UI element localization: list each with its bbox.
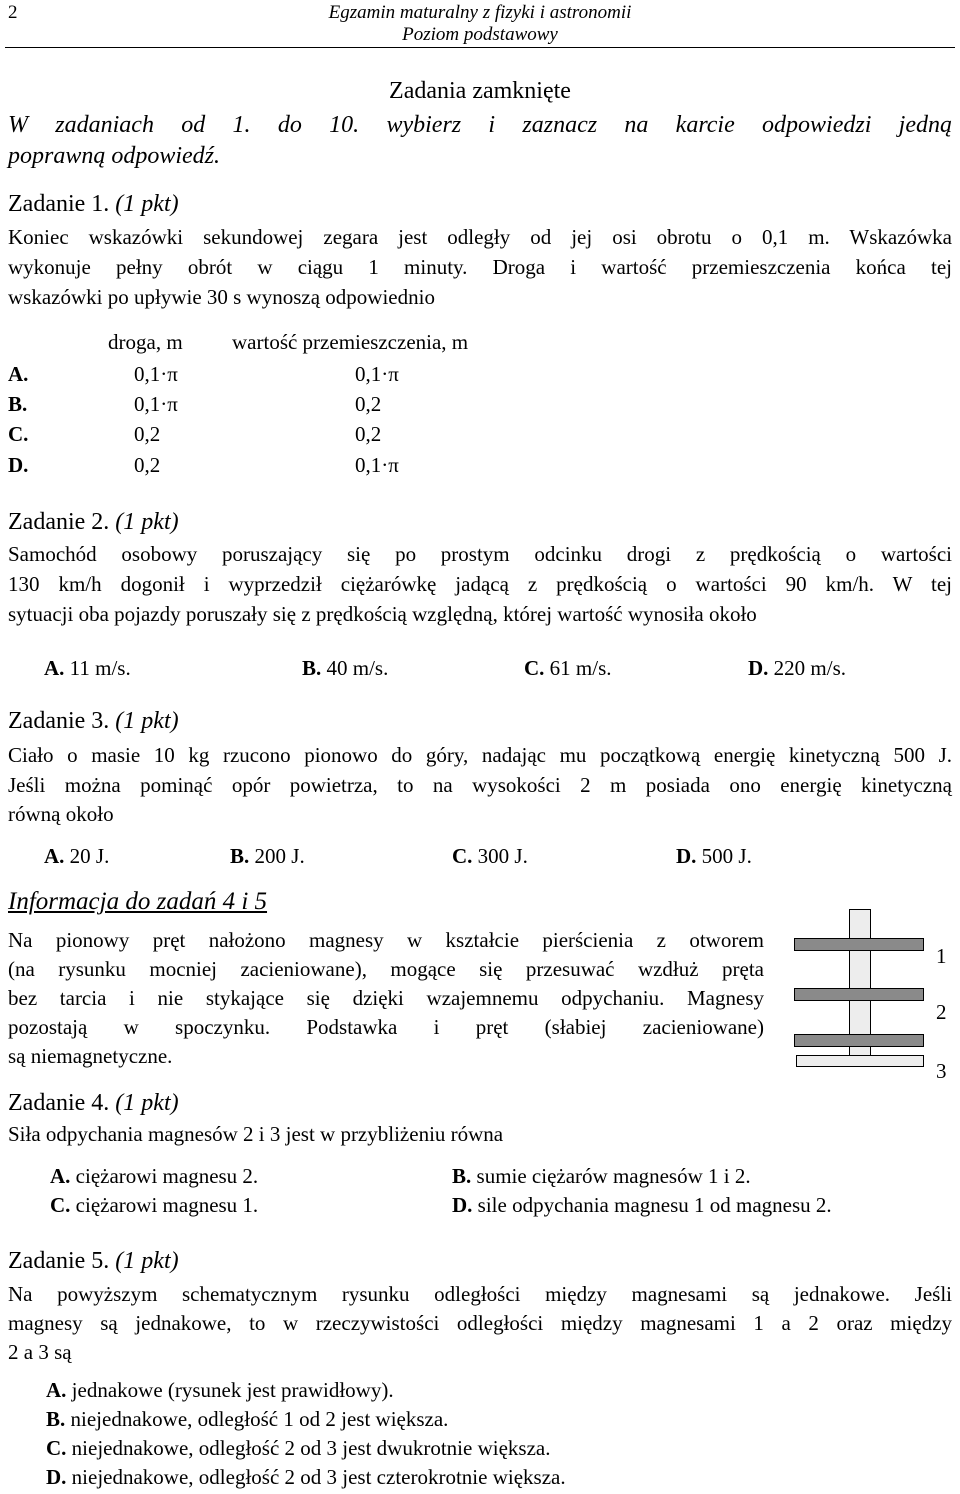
option-text: 500 J. [701, 844, 752, 868]
task1-text-3: wskazówki po upływie 30 s wynoszą odpowiednio [8, 285, 435, 309]
task2-text-3: sytuacji oba pojazdy poruszały się z prędkością względną, której wartość wynosiła około [8, 602, 757, 626]
option-letter: D. [452, 1193, 473, 1217]
task1-option-distance: 0,1·π [134, 362, 178, 386]
task4-option-d [452, 1191, 832, 1220]
exam-level: Poziom podstawowy [402, 24, 558, 45]
task1-option-letter: D. [8, 453, 29, 477]
section-title: Zadania zamknięte [389, 78, 571, 104]
task5-option-d [46, 1463, 566, 1492]
option-text: niejednakowe, odległość 1 od 2 jest większa. [70, 1407, 449, 1431]
task3-option-d [676, 842, 752, 871]
task1-option-distance: 0,2 [134, 422, 161, 446]
option-letter: D. [748, 656, 769, 680]
header-divider [5, 47, 955, 48]
task4-label: Zadanie 4. [8, 1090, 110, 1116]
task4-option-b [452, 1162, 751, 1191]
option-text: ciężarowi magnesu 1. [75, 1193, 259, 1217]
task2-option-a [44, 654, 131, 683]
task2-option-d [748, 654, 846, 683]
option-letter: B. [46, 1407, 66, 1431]
page-number: 2 [8, 2, 18, 23]
task1-label: Zadanie 1. [8, 191, 110, 217]
option-letter: A. [44, 844, 65, 868]
option-text: jednakowe (rysunek jest prawidłowy). [71, 1378, 394, 1402]
magnet-1 [794, 938, 924, 951]
task1-option-distance: 0,2 [134, 453, 161, 477]
task3-label: Zadanie 3. [8, 708, 110, 734]
option-letter: C. [46, 1436, 67, 1460]
task2-points: (1 pkt) [115, 509, 179, 535]
task3-heading [8, 706, 179, 736]
option-text: 220 m/s. [773, 656, 847, 680]
task2-text-2: 130 km/h dogonił i wyprzedził ciężarówkę jadącą z prędkością o wartości 90 km/h. W tej [8, 572, 952, 596]
task2-option-b [302, 654, 388, 683]
task5-heading [8, 1246, 179, 1276]
task3-option-b [230, 842, 305, 871]
option-letter: B. [302, 656, 322, 680]
info-text-2: (na rysunku mocniej zacieniowane), mogące się przesuwać wzdłuż pręta [8, 957, 764, 981]
instruction-line-2: poprawną odpowiedź. [8, 143, 221, 169]
option-text: niejednakowe, odległość 2 od 3 jest czterokrotnie większa. [71, 1465, 566, 1489]
task1-text-2: wykonuje pełny obrót w ciągu 1 minuty. Droga i wartość przemieszczenia końca tej [8, 255, 952, 279]
task3-text-1: Ciało o masie 10 kg rzucono pionowo do góry, nadając mu początkową energię kinetyczną 500 J. [8, 743, 952, 767]
info-text-1: Na pionowy pręt nałożono magnesy w kształcie pierścienia z otworem [8, 928, 764, 952]
info-title: Informacja do zadań 4 i 5 [8, 888, 268, 915]
option-letter: C. [452, 844, 473, 868]
magnet-3 [794, 1034, 924, 1047]
task1-option-letter: A. [8, 362, 29, 386]
option-letter: A. [44, 656, 65, 680]
figure-label-3: 3 [936, 1059, 947, 1083]
task1-option-letter: C. [8, 422, 29, 446]
info-text-3: bez tarcia i nie stykające się dzięki wzajemnemu odpychaniu. Magnesy [8, 986, 764, 1010]
task2-text-1: Samochód osobowy poruszający się po prostym odcinku drogi z prędkością o wartości [8, 542, 952, 566]
col-header-displacement: wartość przemieszczenia, m [232, 330, 469, 354]
exam-title: Egzamin maturalny z fizyki i astronomii [328, 2, 632, 23]
col-header-distance: droga, m [108, 330, 183, 354]
task1-option-displacement: 0,1·π [355, 453, 399, 477]
task1-heading [8, 189, 179, 219]
task2-heading [8, 507, 179, 537]
task4-question: Siła odpychania magnesów 2 i 3 jest w przybliżeniu równa [8, 1122, 504, 1146]
option-letter: B. [230, 844, 250, 868]
option-text: 40 m/s. [326, 656, 389, 680]
instruction-line-1: W zadaniach od 1. do 10. wybierz i zaznacz na karcie odpowiedzi jedną [8, 112, 952, 138]
task3-points: (1 pkt) [115, 708, 179, 734]
task3-option-a [44, 842, 109, 871]
task4-option-a [50, 1162, 258, 1191]
task1-option-distance: 0,1·π [134, 392, 178, 416]
option-text: niejednakowe, odległość 2 od 3 jest dwukrotnie większa. [71, 1436, 551, 1460]
task1-option-displacement: 0,1·π [355, 362, 399, 386]
figure-label-1: 1 [936, 944, 947, 968]
option-letter: C. [50, 1193, 71, 1217]
task2-label: Zadanie 2. [8, 509, 110, 535]
base [796, 1055, 924, 1067]
option-text: 20 J. [69, 844, 110, 868]
task1-option-displacement: 0,2 [355, 392, 382, 416]
option-letter: B. [452, 1164, 472, 1188]
task3-option-c [452, 842, 528, 871]
task1-option-displacement: 0,2 [355, 422, 382, 446]
option-text: 11 m/s. [69, 656, 131, 680]
option-text: 200 J. [254, 844, 305, 868]
option-text: sumie ciężarów magnesów 1 i 2. [476, 1164, 751, 1188]
magnet-2 [794, 988, 924, 1001]
task1-text-1: Koniec wskazówki sekundowej zegara jest odległy od jej osi obrotu o 0,1 m. Wskazówka [8, 225, 952, 249]
task3-text-2: Jeśli można pominąć opór powietrza, to na wysokości 2 m posiada ono energię kinetyczną [8, 773, 952, 797]
task2-option-c [524, 654, 612, 683]
option-text: 61 m/s. [549, 656, 612, 680]
task5-text-1: Na powyższym schematycznym rysunku odległości między magnesami są jednakowe. Jeśli [8, 1282, 952, 1306]
option-letter: D. [46, 1465, 67, 1489]
task5-text-3: 2 a 3 są [8, 1340, 72, 1364]
task1-option-letter: B. [8, 392, 28, 416]
option-text: 300 J. [477, 844, 528, 868]
option-letter: A. [50, 1164, 71, 1188]
task1-points: (1 pkt) [115, 191, 179, 217]
option-text: ciężarowi magnesu 2. [75, 1164, 259, 1188]
figure-label-2: 2 [936, 1000, 947, 1024]
task5-label: Zadanie 5. [8, 1248, 110, 1274]
task4-option-c [50, 1191, 258, 1220]
task3-text-3: równą około [8, 802, 114, 826]
option-letter: C. [524, 656, 545, 680]
magnet-figure [790, 905, 930, 1075]
task5-option-b [46, 1405, 448, 1434]
task4-heading [8, 1088, 179, 1118]
task5-option-c [46, 1434, 550, 1463]
task5-option-a [46, 1376, 394, 1405]
info-text-4: pozostają w spoczynku. Podstawka i pręt (słabiej zacieniowane) [8, 1015, 764, 1039]
task5-points: (1 pkt) [115, 1248, 179, 1274]
task4-points: (1 pkt) [115, 1090, 179, 1116]
option-text: sile odpychania magnesu 1 od magnesu 2. [477, 1193, 832, 1217]
info-text-5: są niemagnetyczne. [8, 1044, 173, 1068]
option-letter: A. [46, 1378, 67, 1402]
option-letter: D. [676, 844, 697, 868]
task5-text-2: magnesy są jednakowe, to w rzeczywistości odległości między magnesami 1 a 2 oraz między [8, 1311, 952, 1335]
